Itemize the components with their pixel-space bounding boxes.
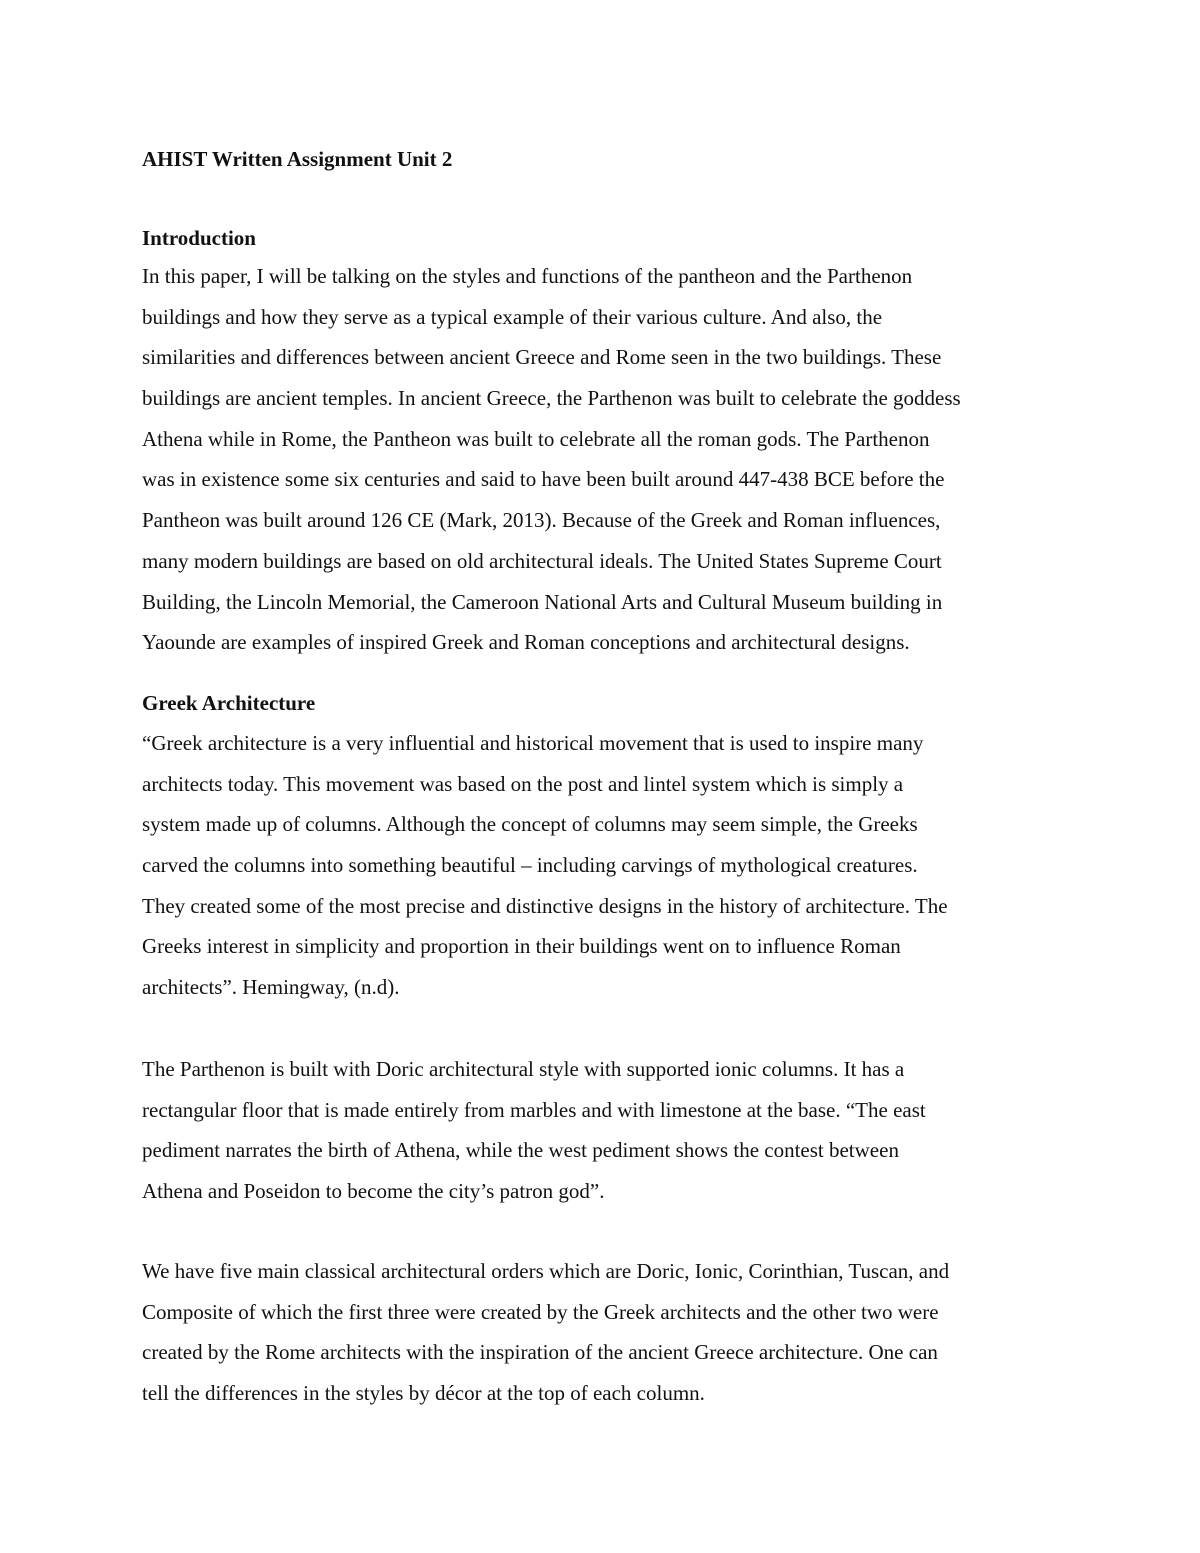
paragraph-line: buildings are ancient temples. In ancient Greece, the Parthenon was built to celebrate the goddess: [142, 386, 961, 411]
paragraph-line: tell the differences in the styles by décor at the top of each column.: [142, 1381, 705, 1406]
paragraph-parthenon: [142, 1049, 1062, 1212]
paragraph-line: Pantheon was built around 126 CE (Mark, 2013). Because of the Greek and Roman influences,: [142, 508, 941, 533]
paragraph-line: was in existence some six centuries and said to have been built around 447-438 BCE before the: [142, 467, 945, 492]
paragraph-line: “Greek architecture is a very influential and historical movement that is used to inspire many: [142, 731, 924, 755]
paragraph-line: Composite of which the first three were created by the Greek architects and the other two were: [142, 1299, 939, 1324]
paragraph-line: rectangular floor that is made entirely from marbles and with limestone at the base. “The east: [142, 1097, 926, 1122]
section-heading-introduction: Introduction: [142, 226, 256, 250]
paragraph-line: Yaounde are examples of inspired Greek and Roman conceptions and architectural designs.: [142, 630, 910, 655]
paragraph-line: created by the Rome architects with the inspiration of the ancient Greece architecture. One can: [142, 1340, 938, 1365]
paragraph-line: We have five main classical architectural orders which are Doric, Ionic, Corinthian, Tuscan, and: [142, 1259, 950, 1283]
paragraph-line: buildings and how they serve as a typical example of their various culture. And also, the: [142, 304, 883, 329]
section-heading-greek-architecture: Greek Architecture: [142, 691, 316, 715]
paragraph-line: They created some of the most precise and distinctive designs in the history of architecture. The: [142, 893, 948, 918]
paragraph-line: architects”. Hemingway, (n.d).: [142, 975, 400, 1000]
paragraph-line: Greeks interest in simplicity and proportion in their buildings went on to influence Roman: [142, 934, 901, 959]
paragraph-line: Athena while in Rome, the Pantheon was built to celebrate all the roman gods. The Parthenon: [142, 426, 930, 451]
paragraph-line: pediment narrates the birth of Athena, while the west pediment shows the contest between: [142, 1138, 899, 1163]
paragraph-line: Building, the Lincoln Memorial, the Cameroon National Arts and Cultural Museum building in: [142, 589, 943, 614]
paragraph-line: similarities and differences between ancient Greece and Rome seen in the two buildings. These: [142, 345, 942, 370]
document-title: AHIST Written Assignment Unit 2: [142, 147, 453, 171]
paragraph-line: The Parthenon is built with Doric architectural style with supported ionic columns. It has a: [142, 1057, 905, 1081]
paragraph-line: carved the columns into something beautiful – including carvings of mythological creatures.: [142, 853, 918, 878]
paragraph-line: system made up of columns. Although the concept of columns may seem simple, the Greeks: [142, 812, 918, 837]
paragraph-greek-quote: [142, 723, 1062, 1008]
paragraph-line: architects today. This movement was based on the post and lintel system which is simply a: [142, 771, 904, 796]
paragraph-line: many modern buildings are based on old architectural ideals. The United States Supreme Court: [142, 548, 942, 573]
paragraph-line: In this paper, I will be talking on the styles and functions of the pantheon and the Parthenon: [142, 264, 913, 288]
paragraph-architectural-orders: [142, 1251, 1062, 1414]
paragraph-introduction: [142, 256, 1062, 663]
paragraph-line: Athena and Poseidon to become the city’s patron god”.: [142, 1179, 605, 1204]
